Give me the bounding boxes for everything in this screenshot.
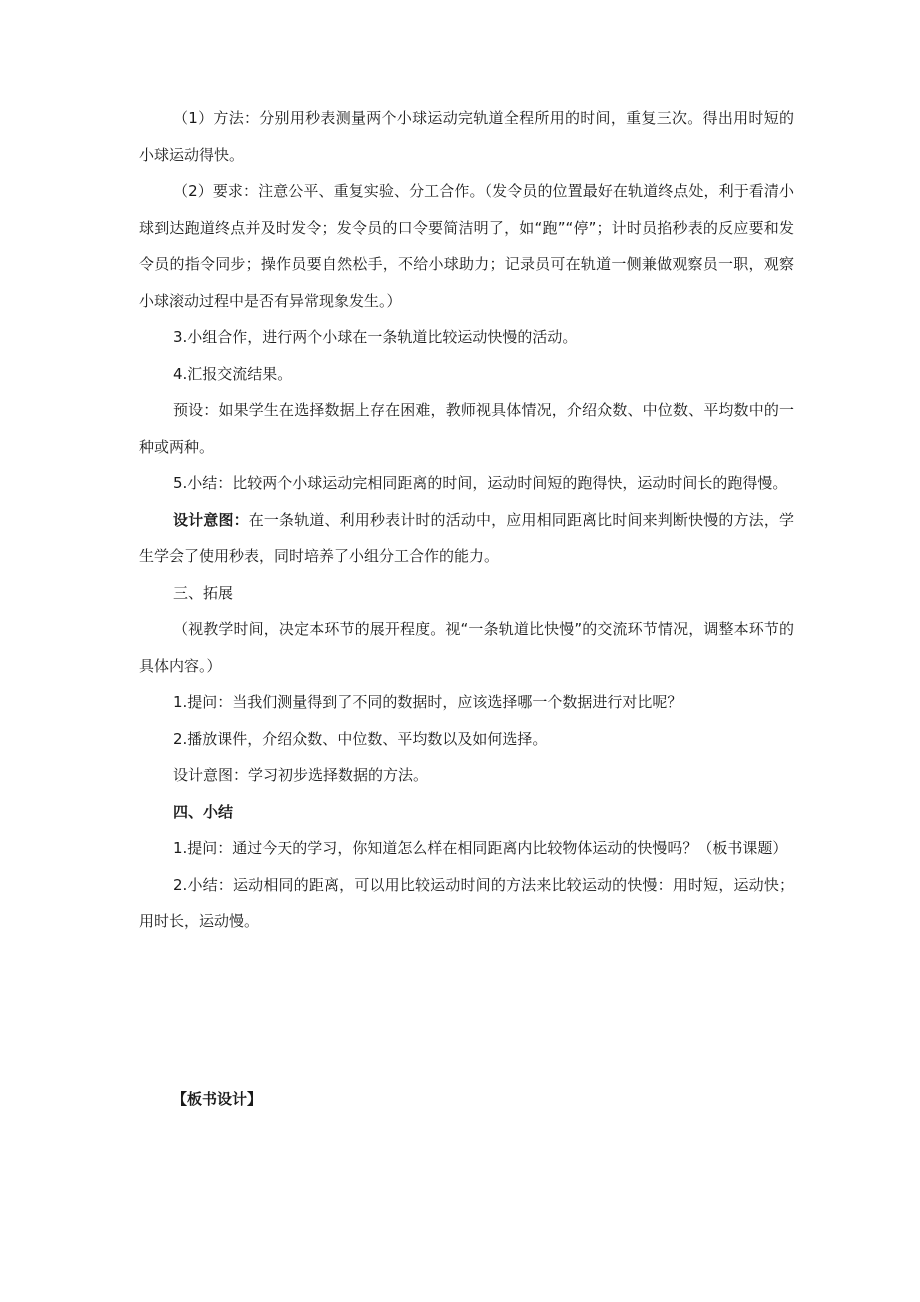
paragraph-step-3: 3.小组合作，进行两个小球在一条轨道比较运动快慢的活动。	[173, 328, 578, 346]
paragraph-question-1: 1.提问：当我们测量得到了不同的数据时，应该选择哪一个数据进行对比呢？	[173, 693, 683, 711]
paragraph-extension-note: （视教学时间，决定本环节的展开程度。视“一条轨道比快慢”的交流环节情况，调整本环节的具体内容。）	[139, 620, 794, 675]
paragraph-step-4: 4.汇报交流结果。	[173, 364, 293, 383]
section-heading-extension: 三、拓展	[173, 583, 234, 602]
paragraph-courseware: 2.播放课件，介绍众数、中位数、平均数以及如何选择。	[173, 729, 548, 748]
paragraph-method: （1）方法：分别用秒表测量两个小球运动完轨道全程所用的时间，重复三次。得出用时短的小球运动得快。	[139, 109, 794, 164]
document-body	[139, 100, 794, 940]
design-intent-label: 设计意图：	[173, 510, 249, 529]
paragraph-design-intent-1	[139, 502, 794, 575]
paragraph-design-intent-2: 设计意图：学习初步选择数据的方法。	[173, 766, 429, 784]
paragraph-step-5: 5.小结：比较两个小球运动完相同距离的时间，运动时间短的跑得快，运动时间长的跑得慢。	[173, 474, 788, 492]
paragraph-summary-conclusion: 2.小结：运动相同的距离，可以用比较运动时间的方法来比较运动的快慢：用时短，运动快；用时长，运动慢。	[139, 875, 794, 930]
paragraph-preset: 预设：如果学生在选择数据上存在困难，教师视具体情况，介绍众数、中位数、平均数中的一种或两种。	[139, 401, 794, 456]
design-intent-text: 在一条轨道、利用秒表计时的活动中，应用相同距离比时间来判断快慢的方法，学生学会了使用秒表，同时培养了小组分工合作的能力。	[139, 510, 794, 565]
section-heading-summary: 四、小结	[173, 802, 234, 821]
paragraph-requirements: （2）要求：注意公平、重复实验、分工合作。（发令员的位置最好在轨道终点处，利于看清小球到达跑道终点并及时发令；发令员的口令要简洁明了，如“跑”“停”；计时员掐秒表的反应要和发令员的指令同步；操作员要自然松手，不给小球助力；记录员可在轨道一侧兼做观察员一职，观察小球滚动过程中是否有异常现象发生。）	[139, 182, 794, 310]
paragraph-summary-question: 1.提问：通过今天的学习，你知道怎么样在相同距离内比较物体运动的快慢吗？（板书课题）	[173, 839, 788, 857]
board-design-heading: 【板书设计】	[172, 1090, 263, 1108]
